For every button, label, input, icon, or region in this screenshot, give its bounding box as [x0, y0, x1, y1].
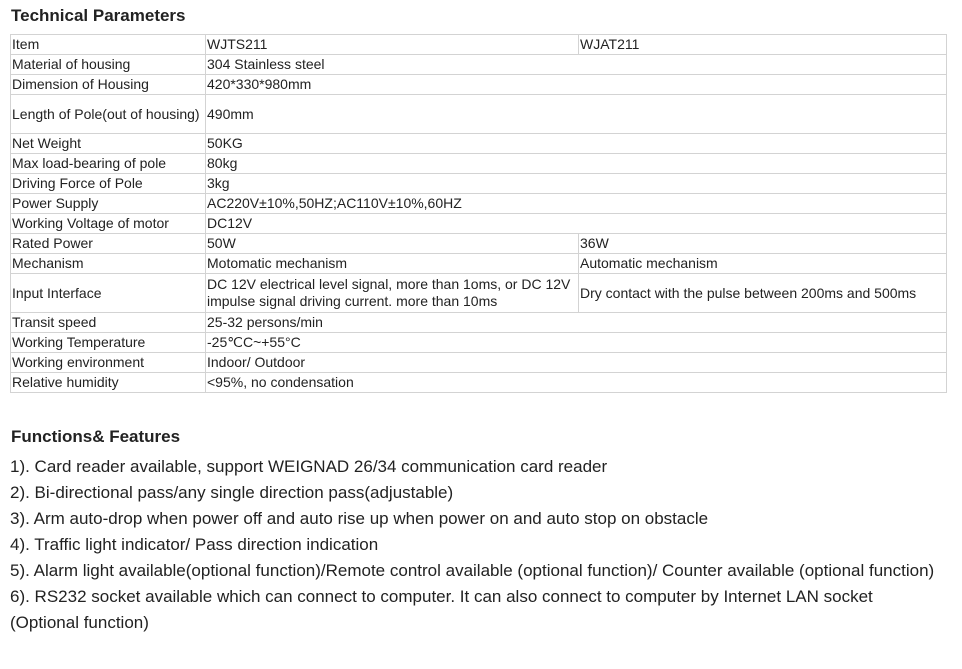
table-row: [11, 55, 947, 75]
param-label: Relative humidity: [11, 373, 206, 393]
list-item: 6). RS232 socket available which can connect to computer. It can also connect to computer by Internet LAN socket (Optional function): [10, 587, 873, 632]
table-row: [11, 333, 947, 353]
param-label: Working Voltage of motor: [11, 214, 206, 234]
table-row: [11, 95, 947, 134]
param-label: Dimension of Housing: [11, 75, 206, 95]
param-value-wjts211: 50W: [206, 234, 579, 254]
param-value-wjat211: 36W: [579, 234, 947, 254]
param-label: Working environment: [11, 353, 206, 373]
table-row: [11, 234, 947, 254]
list-item: 4). Traffic light indicator/ Pass direction indication: [10, 535, 379, 554]
table-row: [11, 313, 947, 333]
param-label: Max load-bearing of pole: [11, 154, 206, 174]
table-row: [11, 154, 947, 174]
param-value-wjts211: DC 12V electrical level signal, more than 1oms, or DC 12V impulse signal driving current. more than 10ms: [206, 274, 579, 313]
param-value: 25-32 persons/min: [206, 313, 947, 333]
param-value: AC220V±10%,50HZ;AC110V±10%,60HZ: [206, 194, 947, 214]
list-item: 2). Bi-directional pass/any single direction pass(adjustable): [10, 483, 454, 502]
param-label: Length of Pole(out of housing): [11, 95, 206, 134]
features-list: [10, 454, 940, 636]
table-row: [11, 214, 947, 234]
technical-parameters-table: [10, 34, 947, 393]
param-label: Input Interface: [11, 274, 206, 313]
param-label: Net Weight: [11, 134, 206, 154]
param-label: Transit speed: [11, 313, 206, 333]
functions-features-heading: Functions& Features: [11, 427, 181, 446]
table-row: [11, 353, 947, 373]
table-row: [11, 373, 947, 393]
list-item: 3). Arm auto-drop when power off and auto rise up when power on and auto stop on obstacle: [10, 509, 709, 528]
param-value-wjat211: Automatic mechanism: [579, 254, 947, 274]
table-row: [11, 174, 947, 194]
table-row: [11, 254, 947, 274]
param-value-wjts211: Motomatic mechanism: [206, 254, 579, 274]
param-value: DC12V: [206, 214, 947, 234]
table-row: [11, 194, 947, 214]
list-item: 1). Card reader available, support WEIGNAD 26/34 communication card reader: [10, 457, 608, 476]
param-label: Mechanism: [11, 254, 206, 274]
param-value: -25℃C~+55°C: [206, 333, 947, 353]
param-value: 304 Stainless steel: [206, 55, 947, 75]
param-value: 3kg: [206, 174, 947, 194]
param-label: Working Temperature: [11, 333, 206, 353]
param-value: Indoor/ Outdoor: [206, 353, 947, 373]
param-value: 80kg: [206, 154, 947, 174]
param-value: 50KG: [206, 134, 947, 154]
param-value: 490mm: [206, 95, 947, 134]
list-item: 5). Alarm light available(optional function)/Remote control available (optional function)/ Counter available (optional function): [10, 561, 935, 580]
param-value: 420*330*980mm: [206, 75, 947, 95]
param-value-wjat211: WJAT211: [579, 35, 947, 55]
param-value-wjts211: WJTS211: [206, 35, 579, 55]
table-row: [11, 35, 947, 55]
param-label: Power Supply: [11, 194, 206, 214]
table-row: [11, 75, 947, 95]
param-label: Rated Power: [11, 234, 206, 254]
table-row: [11, 134, 947, 154]
param-value: <95%, no condensation: [206, 373, 947, 393]
param-label: Driving Force of Pole: [11, 174, 206, 194]
param-value-wjat211: Dry contact with the pulse between 200ms and 500ms: [579, 274, 947, 313]
table-row: [11, 274, 947, 313]
technical-parameters-heading: Technical Parameters: [11, 6, 186, 25]
param-label: Item: [11, 35, 206, 55]
param-label: Material of housing: [11, 55, 206, 75]
